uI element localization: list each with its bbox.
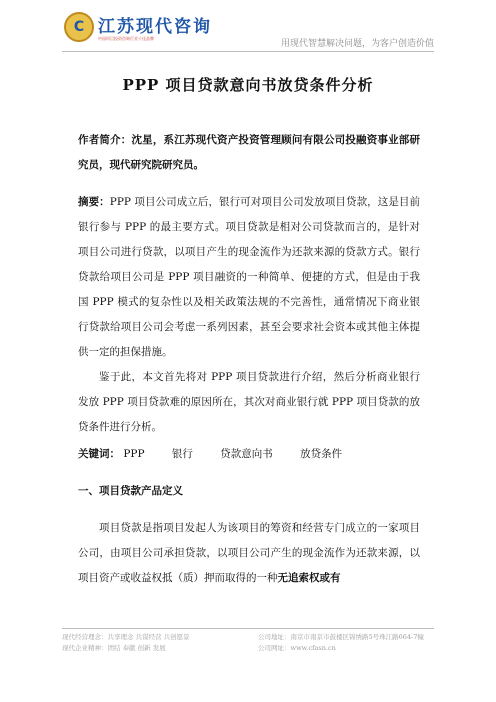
keyword-item: PPP (123, 448, 145, 460)
keyword-item: 银行 (171, 448, 193, 460)
author-label: 作者简介： (78, 134, 132, 146)
keywords (78, 442, 420, 467)
intro-paragraph: 鉴于此，本文首先将对 PPP 项目贷款进行介绍，然后分析商业银行发放 PPP 项目贷款难的原因所在，其次对商业银行就 PPP 项目贷款的放贷条件进行分析。 (78, 371, 420, 433)
footer-spirit: 现代企业精神：团结 奉献 创新 发展 (62, 644, 166, 652)
footer-address: 公司地址：南京市南京市鼓楼区锦绣路5号珠江路664-7幢 (258, 633, 424, 641)
footer-website: 公司网址：www.cfasn.cn (258, 644, 336, 652)
keyword-item: 贷款意向书 (220, 448, 273, 460)
document-body (78, 128, 420, 591)
author-intro (78, 128, 420, 178)
logo-subtitle: 中国项目投资咨询行业十佳品牌 (98, 36, 154, 41)
header-divider (62, 51, 434, 52)
keywords-label: 关键词： (78, 448, 120, 460)
section-bold-text: 无追索权或有 (277, 572, 341, 584)
logo-mark-icon: C (64, 12, 94, 42)
abstract-text: PPP 项目公司成立后，银行可对项目公司发放项目贷款，这是目前银行参与 PPP 的最主要方式。项目贷款是相对公司贷款而言的，是针对项目公司进行贷款，以项目产生的现金流作为还款来源的贷款方式。银行贷款给项目公司是 PPP 项目融资的一种简单、便捷的方式，但是由于我国 PPP 模式的复杂性以及相关政策法规的不完善性，通常情况下商业银行贷款给项目公司会考虑一系列因素，甚至会要求社会资本或其他主体提供一定的担保措施。 (78, 196, 421, 358)
footer-philosophy: 现代经营理念：共享理念 共谋经营 共创愿景 (62, 633, 190, 641)
section-paragraph (78, 516, 420, 591)
abstract (78, 190, 420, 365)
logo-name: 江苏现代咨询 (98, 17, 212, 37)
author-text: 沈星，系江苏现代资产投资管理顾问有限公司投融资事业部研究员，现代研究院研究员。 (78, 134, 420, 171)
footer-divider (62, 628, 434, 629)
section-heading: 一、项目贷款产品定义 (78, 485, 183, 497)
header-slogan: 用现代智慧解决问题，为客户创造价值 (280, 39, 434, 49)
page-footer (62, 632, 434, 664)
page-header (0, 0, 496, 60)
section-text: 项目贷款是指项目发起人为该项目的筹资和经营专门成立的一家项目公司，由项目公司承担贷款，以项目公司产生的现金流作为还款来源，以项目资产或收益权抵（质）押而取得的一种 (78, 522, 420, 584)
keyword-item: 放贷条件 (300, 448, 343, 460)
document-title: PPP 项目贷款意向书放贷条件分析 (122, 76, 374, 94)
company-logo (64, 12, 212, 48)
abstract-label: 摘要： (78, 196, 110, 208)
